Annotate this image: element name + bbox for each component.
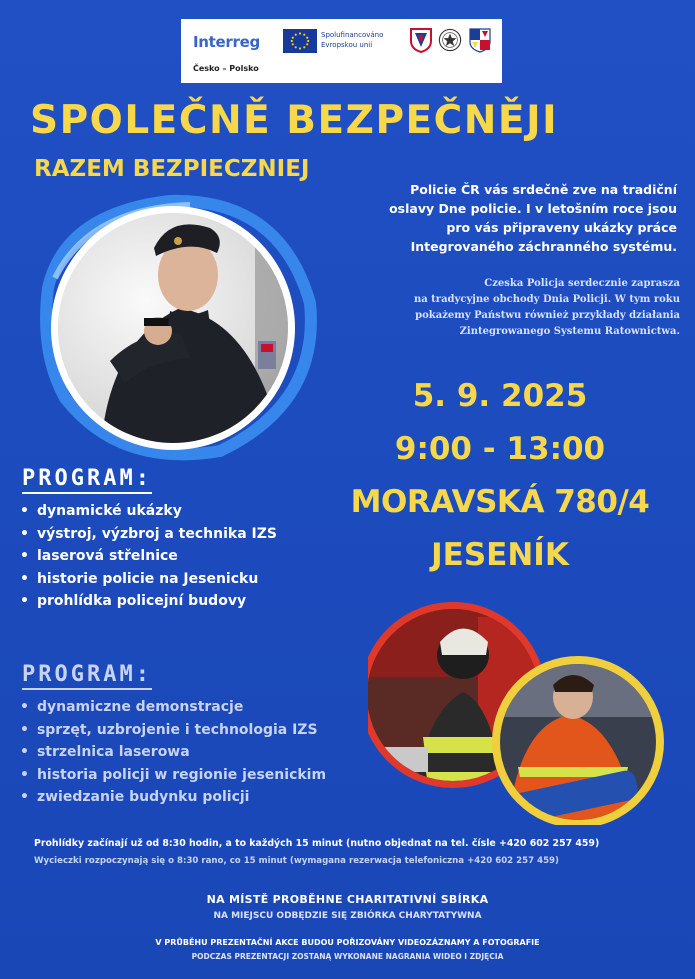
charity-note-pl: NA MIEJSCU ODBĘDZIE SIĘ ZBIÓRKA CHARYTATYWNA <box>213 911 482 921</box>
police-shield-icon <box>409 27 433 53</box>
page-subtitle: RAZEM BEZPIECZNIEJ <box>34 156 310 182</box>
interreg-logo: Interreg <box>193 33 260 51</box>
list-item: • historia policji w regionie jesenickim <box>20 764 326 787</box>
event-date: 5. 9. 2025 <box>412 378 588 414</box>
tours-info-cz: Prohlídky začínají už od 8:30 hodin, a to každých 15 minut (nutno objednat na tel. čísle +420 602 257 459) <box>34 838 600 849</box>
event-time: 9:00 - 13:00 <box>394 431 606 467</box>
list-item: • prohlídka policejní budovy <box>20 590 277 613</box>
list-item: • dynamické ukázky <box>20 500 277 523</box>
page-title: SPOLEČNĚ BEZPEČNĚJI <box>30 98 559 143</box>
list-item: • výstroj, výzbroj a technika IZS <box>20 523 277 546</box>
charity-note-cz: NA MÍSTĚ PROBĚHNE CHARITATIVNÍ SBÍRKA <box>206 893 489 906</box>
list-item: • laserová střelnice <box>20 545 277 568</box>
invitation-cz: Policie ČR vás srdečně zve na tradiční oslavy Dne policie. I v letošním roce jsou pro vás připraveny ukázky práce Integrovaného záchranného systému. <box>389 182 677 254</box>
police-officer-photo <box>30 193 320 461</box>
program-heading-pl: PROGRAM: <box>22 662 152 690</box>
tours-info-pl: Wycieczki rozpoczynają się o 8:30 rano, co 15 minut (wymagana rezerwacja telefoniczna +420 602 257 459) <box>34 856 559 866</box>
region-coat-of-arms-icon <box>468 27 492 53</box>
interreg-country: Česko – Polsko <box>193 64 259 73</box>
logo-bar <box>181 19 502 83</box>
recording-note-pl: PODCZAS PREZENTACJI ZOSTANĄ WYKONANE NAGRANIA WIDEO I ZDJĘCIA <box>191 952 504 961</box>
invitation-pl: Czeska Policja serdecznie zaprasza na tradycyjne obchody Dnia Policji. W tym roku pokażemy Państwu również przykłady działania Zintegrowanego Systemu Ratownictwa. <box>413 278 680 337</box>
program-list-cz <box>20 500 277 613</box>
event-address: MORAVSKÁ 780/4 <box>350 484 650 520</box>
recording-note-cz: V PRŮBĚHU PREZENTAČNÍ AKCE BUDOU POŘIZOVÁNY VIDEOZÁZNAMY A FOTOGRAFIE <box>155 938 540 947</box>
eu-cofinanced-text: Spolufinancováno Evropskou unií <box>321 31 384 49</box>
event-details <box>315 370 685 582</box>
program-heading-cz: PROGRAM: <box>22 466 152 494</box>
list-item: • strzelnica laserowa <box>20 741 326 764</box>
list-item: • sprzęt, uzbrojenie i technologia IZS <box>20 719 326 742</box>
list-item: • historie policie na Jesenicku <box>20 568 277 591</box>
list-item: • dynamiczne demonstracje <box>20 696 326 719</box>
rescue-star-emblem-icon <box>438 27 462 53</box>
rescue-services-photo <box>368 597 680 825</box>
event-city: JESENÍK <box>431 537 569 573</box>
list-item: • zwiedzanie budynku policji <box>20 786 326 809</box>
program-list-pl <box>20 696 326 809</box>
eu-flag-icon <box>283 29 317 53</box>
